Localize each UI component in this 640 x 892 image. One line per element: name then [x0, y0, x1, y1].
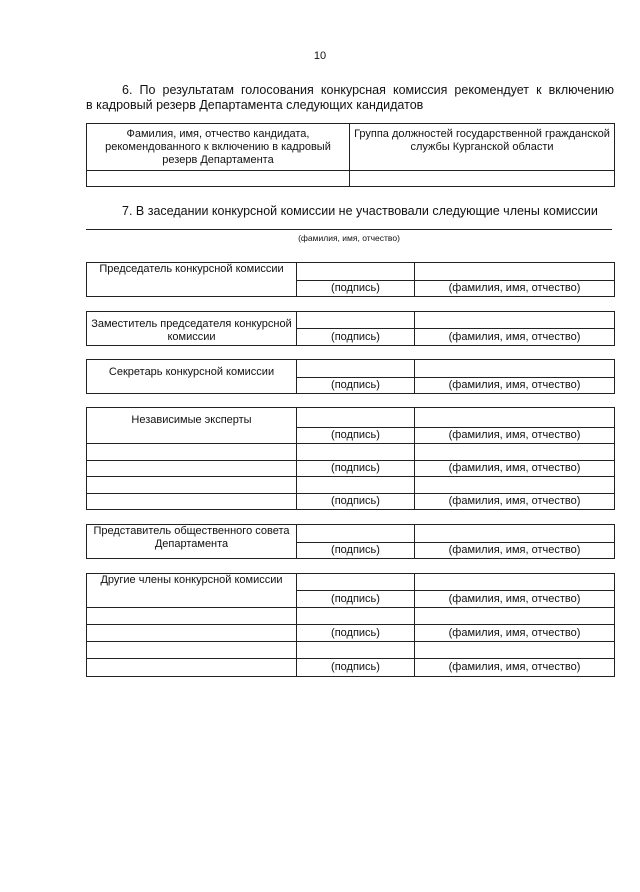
- name-field[interactable]: [415, 574, 615, 591]
- candidates-table: [86, 123, 615, 187]
- name-caption: (фамилия, имя, отчество): [415, 281, 615, 297]
- name-field[interactable]: [415, 312, 615, 329]
- candidate-name-cell[interactable]: [87, 171, 350, 187]
- signature-caption: (подпись): [297, 329, 415, 346]
- public-council-signature-block: [86, 524, 615, 559]
- secretary-signature-block: [86, 359, 615, 394]
- name-field[interactable]: [415, 360, 615, 378]
- signature-field[interactable]: [297, 263, 415, 281]
- signature-field[interactable]: [297, 443, 415, 460]
- signature-caption: (подпись): [297, 378, 415, 394]
- expert-row[interactable]: [87, 443, 297, 460]
- chairman-signature-block: [86, 262, 615, 297]
- name-field[interactable]: [415, 408, 615, 428]
- absent-members-caption: (фамилия, имя, отчество): [298, 233, 400, 243]
- chairman-label: Председатель конкурсной комиссии: [87, 263, 297, 297]
- signature-field[interactable]: [297, 360, 415, 378]
- deputy-signature-block: [86, 311, 615, 346]
- position-group-cell[interactable]: [350, 171, 615, 187]
- signature-field[interactable]: [297, 608, 415, 625]
- absent-members-line[interactable]: [86, 229, 612, 230]
- page-number: 10: [313, 50, 327, 62]
- signature-field[interactable]: [297, 642, 415, 659]
- name-caption: (фамилия, имя, отчество): [415, 625, 615, 642]
- section-6-line2: в кадровый резерв Департамента следующих кандидатов: [86, 98, 424, 112]
- expert-row[interactable]: [87, 476, 297, 493]
- section-7-text: 7. В заседании конкурсной комиссии не участвовали следующие члены комиссии: [122, 204, 598, 218]
- position-group-header: Группа должностей государственной гражданской службы Курганской области: [350, 124, 615, 171]
- section-6-line1: 6. По результатам голосования конкурсная комиссия рекомендует к включению: [122, 83, 614, 97]
- other-members-label: Другие члены конкурсной комиссии: [87, 574, 297, 608]
- name-caption: (фамилия, имя, отчество): [415, 378, 615, 394]
- other-members-signature-block: [86, 573, 615, 677]
- signature-field[interactable]: [297, 312, 415, 329]
- name-field[interactable]: [415, 642, 615, 659]
- section-6-text: [86, 83, 614, 113]
- member-row[interactable]: [87, 642, 297, 659]
- secretary-label: Секретарь конкурсной комиссии: [87, 360, 297, 394]
- candidate-name-header: Фамилия, имя, отчество кандидата, рекомендованного к включению в кадровый резерв Департамента: [87, 124, 350, 171]
- signature-caption: (подпись): [297, 625, 415, 642]
- name-caption: (фамилия, имя, отчество): [415, 543, 615, 559]
- name-caption: (фамилия, имя, отчество): [415, 329, 615, 346]
- name-field[interactable]: [415, 263, 615, 281]
- experts-signature-block: [86, 407, 615, 510]
- signature-field[interactable]: [297, 476, 415, 493]
- deputy-label: Заместитель председателя конкурсной комиссии: [87, 312, 297, 346]
- signature-caption: (подпись): [297, 591, 415, 608]
- experts-label: Независимые эксперты: [87, 408, 297, 428]
- signature-caption: (подпись): [297, 493, 415, 509]
- name-caption: (фамилия, имя, отчество): [415, 591, 615, 608]
- signature-field[interactable]: [297, 408, 415, 428]
- name-field[interactable]: [415, 608, 615, 625]
- signature-caption: (подпись): [297, 543, 415, 559]
- name-caption: (фамилия, имя, отчество): [415, 493, 615, 509]
- signature-caption: (подпись): [297, 460, 415, 476]
- signature-caption: (подпись): [297, 281, 415, 297]
- member-row[interactable]: [87, 608, 297, 625]
- signature-field[interactable]: [297, 525, 415, 543]
- name-caption: (фамилия, имя, отчество): [415, 427, 615, 443]
- signature-field[interactable]: [297, 574, 415, 591]
- name-caption: (фамилия, имя, отчество): [415, 659, 615, 677]
- signature-caption: (подпись): [297, 427, 415, 443]
- name-field[interactable]: [415, 476, 615, 493]
- public-council-label: Представитель общественного совета Департамента: [87, 525, 297, 559]
- name-field[interactable]: [415, 525, 615, 543]
- signature-caption: (подпись): [297, 659, 415, 677]
- name-caption: (фамилия, имя, отчество): [415, 460, 615, 476]
- name-field[interactable]: [415, 443, 615, 460]
